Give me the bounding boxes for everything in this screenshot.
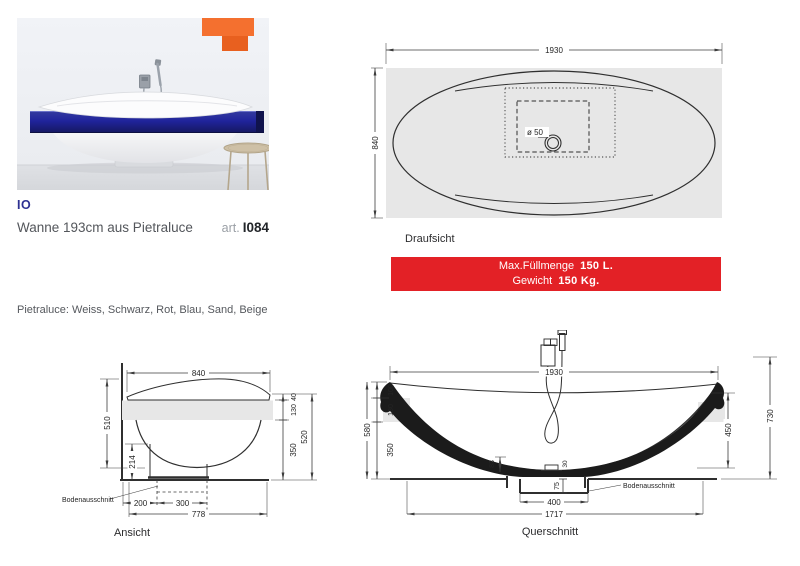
- dim-label-40: 40: [291, 393, 298, 401]
- dim-400: [520, 493, 588, 507]
- product-title: Wanne 193cm aus Pietraluce: [17, 220, 193, 235]
- dim-label-1930-section: 1930: [545, 368, 563, 377]
- handshower-body: [560, 334, 566, 351]
- cutout-label-front: Bodenausschnitt: [62, 497, 114, 504]
- faucet-plate: [140, 75, 151, 88]
- dim-214: [125, 444, 148, 480]
- cutout-label-section: Bodenausschnitt: [623, 483, 675, 490]
- top-view-caption: Draufsicht: [405, 233, 455, 245]
- dim-778: [129, 510, 267, 520]
- dim-200: [123, 499, 157, 509]
- cross-section-drawing: [345, 330, 800, 545]
- front-view-structure: [120, 363, 273, 480]
- dim-label-520: 520: [300, 430, 309, 444]
- dim-length-1930: [386, 43, 722, 64]
- shower-hose: [545, 351, 562, 443]
- tub-bowl-front: [136, 420, 261, 468]
- dim-1930-section: [390, 366, 718, 380]
- dim-label-1930: 1930: [545, 46, 563, 55]
- tub-rim-front: [127, 379, 270, 400]
- dim-label-450: 450: [724, 423, 733, 437]
- mixer-body: [541, 345, 555, 366]
- dim-label-840-front: 840: [191, 369, 206, 378]
- article-number: [222, 219, 269, 237]
- banner-line-fill: [391, 259, 721, 274]
- dim-label-130-section: 130: [388, 404, 395, 416]
- weight-label: Gewicht: [512, 275, 553, 287]
- top-view-panel: [386, 68, 722, 218]
- front-view-drawing: [45, 345, 335, 545]
- dim-label-510: 510: [103, 416, 112, 430]
- shelf-section-front: [122, 401, 273, 421]
- dims-right-stack: [271, 393, 317, 480]
- dim-label-730: 730: [766, 409, 775, 423]
- dim-label-1717: 1717: [545, 510, 563, 519]
- dim-label-214: 214: [128, 455, 137, 469]
- dim-label-350-section: 350: [386, 443, 395, 457]
- tub-section-structure: [380, 382, 724, 493]
- cutout-callout-section: [589, 483, 675, 491]
- weight-value: 150 Kg.: [558, 275, 600, 287]
- top-view-drawing: [370, 30, 800, 250]
- dim-300: [157, 499, 207, 509]
- dim-label-778: 778: [191, 510, 206, 519]
- spec-banner: [391, 257, 721, 291]
- article-label: art.: [221, 221, 240, 235]
- product-code: IO: [17, 198, 32, 212]
- front-view-caption: Ansicht: [113, 527, 151, 539]
- drain-fitting: [545, 465, 558, 470]
- dim-label-75: 75: [554, 482, 561, 490]
- dim-width-840: [370, 68, 383, 218]
- dim-label-400: 400: [547, 498, 561, 507]
- dim-label-130-front: 130: [291, 404, 298, 416]
- bowl-inner-surface: [390, 383, 718, 471]
- product-photo: [17, 18, 269, 190]
- dim-label-83: 83: [489, 460, 496, 468]
- dim-label-300: 300: [175, 499, 190, 508]
- dim-label-100: 100: [388, 384, 395, 396]
- dim-label-350-front: 350: [289, 443, 298, 457]
- dims-left-stack: [363, 382, 396, 479]
- fill-label: Max.Füllmenge: [498, 260, 575, 272]
- dim-75: [554, 479, 567, 493]
- fill-value: 150 L.: [580, 260, 614, 272]
- product-info: [17, 198, 269, 237]
- material-colors-line: Pietraluce: Weiss, Schwarz, Rot, Blau, Sand, Beige: [17, 304, 268, 316]
- banner-line-weight: [391, 274, 721, 289]
- article-value: I084: [242, 220, 269, 235]
- dim-30: [562, 460, 569, 468]
- rim-back-edge: [390, 383, 718, 393]
- dim-label-30: 30: [562, 460, 569, 468]
- dim-label-200: 200: [133, 499, 148, 508]
- tub-wall-section: [380, 382, 724, 477]
- dim-label-840: 840: [371, 136, 380, 150]
- handshower: [541, 330, 567, 443]
- drain-diameter-label: ø 50: [527, 128, 544, 137]
- dim-label-580: 580: [363, 423, 372, 437]
- faucet-detail: [142, 77, 149, 81]
- product-title-row: [17, 219, 269, 237]
- cross-section-caption: Querschnitt: [521, 526, 579, 538]
